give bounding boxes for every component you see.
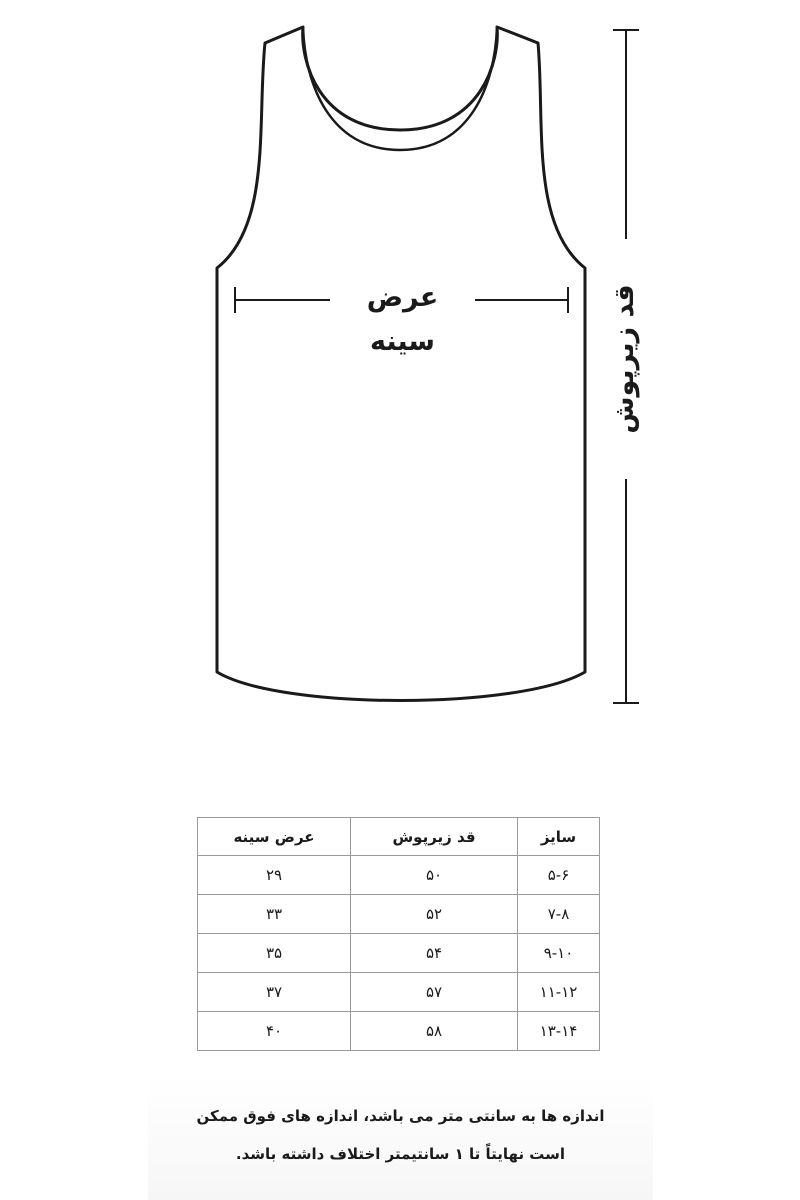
header-chest: عرض سینه — [198, 818, 351, 856]
cell-height: ۵۲ — [351, 895, 518, 934]
table-row — [198, 934, 600, 973]
cell-chest: ۴۰ — [198, 1012, 351, 1051]
note-line-2: است نهایتاً تا ۱ سانتیمتر اختلاف داشته باشد. — [235, 1145, 566, 1163]
table-row — [198, 1012, 600, 1051]
cell-chest: ۳۵ — [198, 934, 351, 973]
cell-chest: ۲۹ — [198, 856, 351, 895]
cell-size: ۵-۶ — [518, 856, 600, 895]
table-header-row — [198, 818, 600, 856]
cell-height: ۵۸ — [351, 1012, 518, 1051]
chest-width-label: عرض سینه — [330, 276, 475, 364]
table-row — [198, 895, 600, 934]
measurement-note — [148, 1075, 653, 1200]
cell-size: ۷-۸ — [518, 895, 600, 934]
size-table — [197, 817, 600, 1051]
note-line-1: اندازه ها به سانتی متر می باشد، اندازه های فوق ممکن — [196, 1107, 605, 1125]
garment-height-label: قد زیرپوش — [603, 239, 647, 479]
table-row — [198, 973, 600, 1012]
table-row — [198, 856, 600, 895]
cell-height: ۵۰ — [351, 856, 518, 895]
cell-size: ۱۱-۱۲ — [518, 973, 600, 1012]
cell-height: ۵۴ — [351, 934, 518, 973]
cell-height: ۵۷ — [351, 973, 518, 1012]
cell-chest: ۳۷ — [198, 973, 351, 1012]
header-size: سایز — [518, 818, 600, 856]
header-height: قد زیرپوش — [351, 818, 518, 856]
cell-size: ۹-۱۰ — [518, 934, 600, 973]
cell-chest: ۳۳ — [198, 895, 351, 934]
cell-size: ۱۳-۱۴ — [518, 1012, 600, 1051]
